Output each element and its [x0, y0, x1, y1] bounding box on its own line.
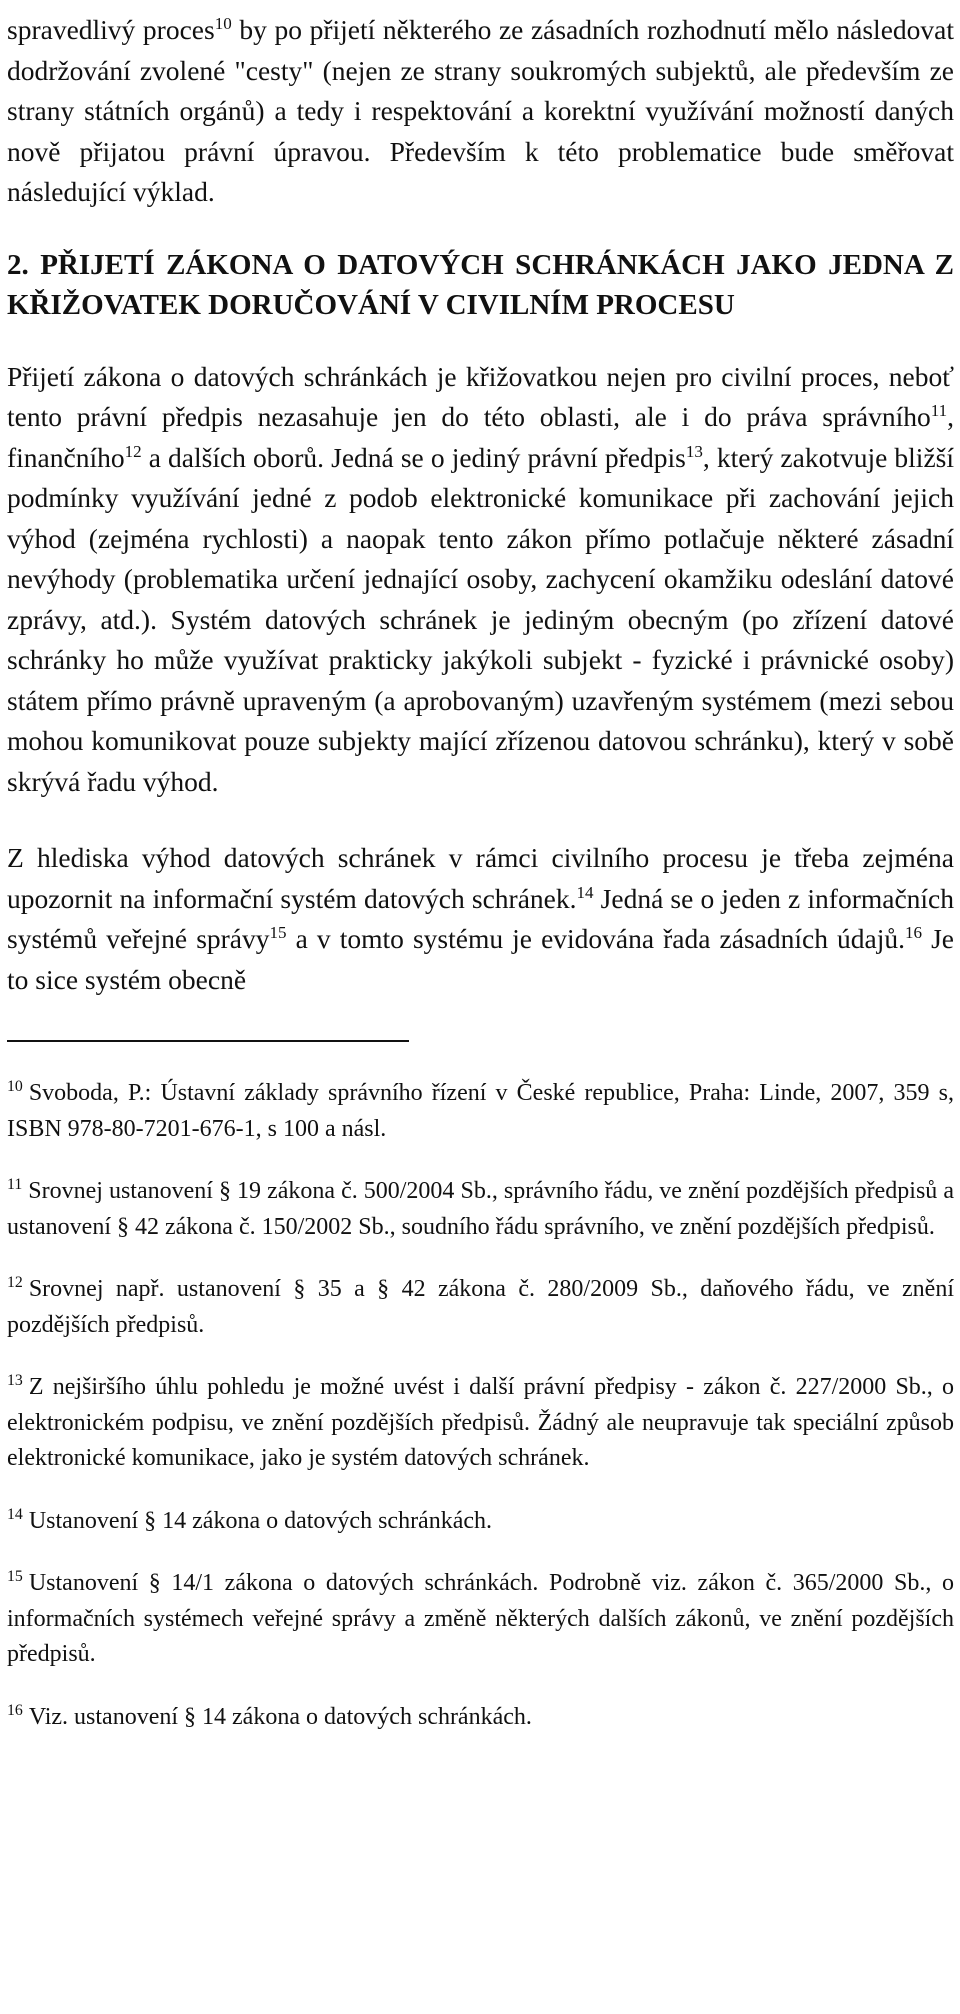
paragraph-main [7, 357, 954, 803]
footnote-ref-12[interactable]: 12 [124, 441, 142, 461]
footnote-number: 11 [7, 1176, 23, 1193]
footnote-ref-16[interactable]: 16 [904, 922, 923, 942]
footnote-11 [7, 1174, 954, 1245]
footnote-number: 13 [7, 1372, 23, 1389]
text-run: , který zakotvuje bližší podmínky využívání jedné z podob elektronické komunikace při zachování jejich výhod (zejména rychlosti) a naopak tento zákon přímo potlačuje některé zásadní nevýhody (problematika určení jednající osoby, zachycení okamžiku odeslání datové zprávy, atd.). Systém datových schránek je jediným obecným (po zřízení datové schránky ho může využívat prakticky jakýkoli subjekt - fyzické i právnické osoby) státem přímo právně upraveným (a aprobovaným) uzavřeným systémem (mezi sebou mohou komunikovat pouze subjekty mající zřízenou datovou schránku), který v sobě skrývá řadu výhod. [7, 441, 954, 797]
footnote-13 [7, 1370, 954, 1477]
footnote-ref-10[interactable]: 10 [214, 13, 232, 33]
text-run: a v tomto systému je evidována řada zásadních údajů. [286, 923, 905, 954]
footnote-text: Ustanovení § 14 zákona o datových schránkách. [28, 1507, 493, 1534]
footnote-text: Z nejširšího úhlu pohledu je možné uvést i další právní předpisy - zákon č. 227/2000 Sb., o elektronickém podpisu, ve znění pozdějších předpisů. Žádný ale neupravuje tak speciální způsob elektronické komunikace, jako je systém datových schránek. [7, 1374, 954, 1471]
text-run: Jedná se o jeden z informačních systémů veřejné správy [7, 882, 954, 954]
footnote-number: 12 [7, 1274, 23, 1291]
paragraph-intro [7, 10, 954, 213]
text-run: Z hlediska výhod datových schránek v rámci civilního procesu je třeba zejména upozornit na informační systém datových schránek. [7, 842, 954, 914]
text-run: spravedlivý proces [7, 14, 215, 45]
footnote-15 [7, 1566, 954, 1673]
paragraph-advantages [7, 838, 954, 1000]
footnote-text: Srovnej např. ustanovení § 35 a § 42 zákona č. 280/2009 Sb., daňového řádu, ve znění pozdějších předpisů. [7, 1276, 954, 1338]
footnote-text: Ustanovení § 14/1 zákona o datových schránkách. Podrobně viz. zákon č. 365/2000 Sb., o informačních systémech veřejné správy a změně některých dalších zákonů, ve znění pozdějších předpisů. [7, 1570, 954, 1667]
footnote-text: Svoboda, P.: Ústavní základy správního řízení v České republice, Praha: Linde, 2007, 359 s, ISBN 978-80-7201-676-1, s 100 a násl. [7, 1080, 954, 1142]
text-run: , finančního [7, 401, 954, 473]
footnote-text: Viz. ustanovení § 14 zákona o datových schránkách. [28, 1703, 532, 1730]
footnote-14 [7, 1504, 954, 1540]
text-run: Přijetí zákona o datových schránkách je křižovatkou nejen pro civilní proces, neboť tento právní předpis nezasahuje jen do této oblasti, ale i do práva správního [7, 360, 954, 432]
footnote-number: 16 [7, 1701, 23, 1719]
footnote-separator [7, 1040, 409, 1042]
footnote-text: Srovnej ustanovení § 19 zákona č. 500/2004 Sb., správního řádu, ve znění pozdějších předpisů a ustanovení § 42 zákona č. 150/2002 Sb., soudního řádu správního, ve znění pozdějších předpisů. [7, 1178, 954, 1240]
text-run: a dalších oborů. Jedná se o jediný právní předpis [141, 441, 686, 473]
footnote-number: 10 [7, 1078, 23, 1095]
footnote-number: 14 [7, 1505, 23, 1523]
footnote-16 [7, 1700, 954, 1736]
footnote-ref-15[interactable]: 15 [269, 922, 287, 942]
footnote-ref-13[interactable]: 13 [685, 441, 703, 461]
text-run: Je to sice systém obecně [7, 923, 954, 995]
footnote-12 [7, 1272, 954, 1343]
text-run: by po přijetí některého ze zásadních rozhodnutí mělo následovat dodržování zvolené "cesty" (nejen ze strany soukromých subjektů, ale především ze strany státních orgánů) a tedy i respektování a korektní využívání možností daných nově přijatou právní úpravou. Především k této problematice bude směřovat následující výklad. [7, 14, 954, 207]
footnote-ref-14[interactable]: 14 [576, 882, 594, 902]
section-heading: 2. PŘIJETÍ ZÁKONA O DATOVÝCH SCHRÁNKÁCH JAKO JEDNA Z KŘIŽOVATEK DORUČOVÁNÍ V CIVILNÍM PROCESU [7, 248, 954, 321]
footnotes [7, 1076, 954, 1735]
footnote-number: 15 [7, 1568, 23, 1585]
footnote-ref-11[interactable]: 11 [930, 400, 948, 420]
footnote-10 [7, 1076, 954, 1147]
